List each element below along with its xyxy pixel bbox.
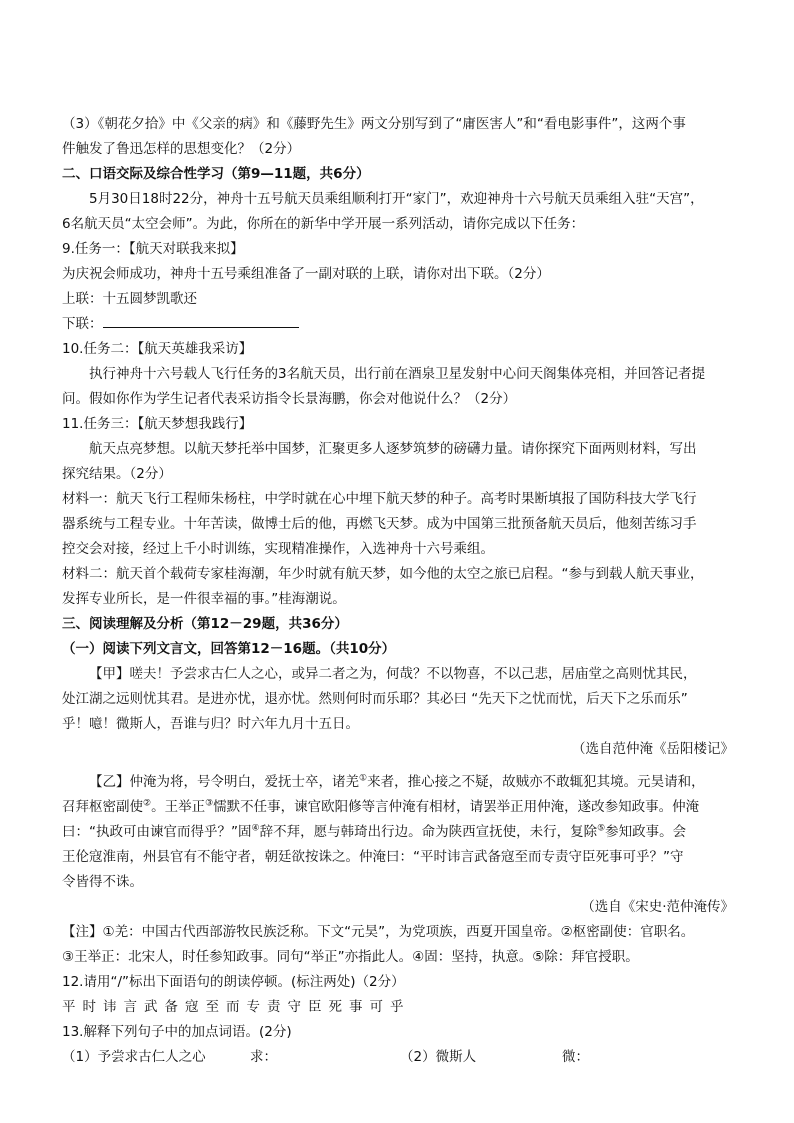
material1-line3: 控交会对接，经过上千小时训练，实现精准操作，入选神舟十六号乘组。 [62,541,494,557]
material2-line2: 发挥专业所长，是一件很幸福的事。”桂海潮说。 [62,591,346,607]
footnote-3: ③ [205,798,214,809]
q11-title: 11.任务三：【航天梦想我践行】 [62,416,253,432]
q13-title: 13.解释下列句子中的加点词语。(2分) [62,1024,292,1040]
q12-title: 12.请用“/”标出下面语句的朗读停顿。(标注两处)（2分） [62,974,405,990]
q9-upper-couplet: 上联：十五圆梦凯歌还 [62,291,197,307]
yi-line4: 王伦寇淮南，州县官有不能守者，朝廷欲按诛之。仲淹曰：“平时讳言武备寇至而专责守臣死事可乎？”守 [62,849,684,865]
footnote-1: ① [359,773,368,784]
notes-line1: 【注】①羌：中国古代西部游牧民族泛称。下文“元昊”，为党项族，西夏开国皇帝。②枢密副使：官职名。 [62,924,695,940]
q9-answer-blank[interactable] [103,313,299,328]
section2-intro-2: 6名航天员“太空会师”。为此，你所在的新华中学开展一系列活动，请你完成以下任务： [62,216,585,232]
q9-lower-label: 下联： [62,316,103,332]
yi-line1: 【乙】仲淹为将，号令明白，爱抚士卒，诸羌①来者，推心接之不疑，故贼亦不敢辄犯其境。元昊请和， [89,773,705,790]
exam-page [62,112,734,1070]
q9-desc: 为庆祝会师成功，神舟十五号乘组准备了一副对联的上联，请你对出下联。（2分） [62,266,550,282]
notes-line2: ③王举正：北宋人，时任参知政事。同句“举正”亦指此人。④固：坚持，执意。⑤除：拜官授职。 [62,949,639,965]
yi-source: （选自《宋史·范仲淹传》 [581,899,734,915]
q13-item1: （1）予尝求古仁人之心 [62,1049,206,1065]
jia-line2: 处江湖之远则忧其君。是进亦忧，退亦忧。然则何时而乐耶？其必曰 “先天下之忧而忧，后天下之乐而乐” [62,691,688,707]
q11-line1: 航天点亮梦想。以航天梦托举中国梦，汇聚更多人逐梦筑梦的磅礴力量。请你探究下面两则材料，写出 [89,441,697,457]
q13-item2-answer-label[interactable]: 微： [562,1049,589,1065]
q10-title: 10.任务二：【航天英雄我采访】 [62,341,253,357]
section2-intro-1: 5月30日18时22分，神舟十五号航天员乘组顺利打开“家门”，欢迎神舟十六号航天员乘组入驻“天宫”， [89,191,704,207]
yi-line5: 令皆得不诛。 [62,874,143,890]
material1-line2: 器系统与工程专业。十年苦读，做博士后的他，再燃飞天梦。成为中国第三批预备航天员后，他刻苦练习手 [62,516,697,532]
jia-line3: 乎！噫！微斯人，吾谁与归？时六年九月十五日。 [62,716,359,732]
q11-line2: 探究结果。（2分） [62,466,172,482]
section3-sub1: （一）阅读下列文言文，回答第12－16题。（共10分） [62,641,396,657]
yi-line3: 曰：“执政可由谏官而得乎？”固④辞不拜，愿与韩琦出行边。命为陕西宣抚使，未行，复除⑤参知政事。会 [62,823,687,840]
q8-3-line1: （3）《朝花夕拾》中《父亲的病》和《藤野先生》两文分别写到了“庸医害人”和“看电影事件”，这两个事 [62,116,686,132]
footnote-2: ② [143,798,152,809]
q8-3-line2: 件触发了鲁迅怎样的思想变化？（2分） [62,141,301,157]
material2-line1: 材料二：航天首个载荷专家桂海潮，年少时就有航天梦，如今他的太空之旅已启程。“参与到载人航天事业， [62,566,704,582]
q10-line1: 执行神舟十六号载人飞行任务的3名航天员，出行前在酒泉卫星发射中心问天阁集体亮相，并回答记者提 [89,366,706,382]
q13-items [62,1045,734,1070]
q13-item2: （2）微斯人 [400,1049,477,1065]
jia-line1: 【甲】嗟夫！予尝求古仁人之心，或异二者之为，何哉？不以物喜，不以己悲，居庙堂之高则忧其民， [89,666,697,682]
q13-item1-answer-label[interactable]: 求： [250,1049,277,1065]
section3-heading: 三、阅读理解及分析（第12－29题，共36分） [62,616,348,632]
q10-line2: 问。假如你作为学生记者代表采访指令长景海鹏，你会对他说什么？（2分） [62,391,517,407]
section2-heading: 二、口语交际及综合性学习（第9—11题，共6分） [62,166,370,182]
q9-title: 9.任务一：【航天对联我来拟】 [62,241,244,257]
footnote-5: ⑤ [597,823,606,834]
q12-sentence: 平时讳言武备寇至而专责守臣死事可乎 [62,999,411,1015]
yi-line2: 召拜枢密副使②。王举正③懦默不任事，谏官欧阳修等言仲淹有相材，请罢举正用仲淹，遂改参知政事。仲淹 [62,798,700,815]
q9-lower-couplet [62,312,734,337]
material1-line1: 材料一：航天飞行工程师朱杨柱，中学时就在心中埋下航天梦的种子。高考时果断填报了国防科技大学飞行 [62,491,697,507]
footnote-4: ④ [251,823,260,834]
jia-source: （选自范仲淹《岳阳楼记》 [572,741,734,757]
